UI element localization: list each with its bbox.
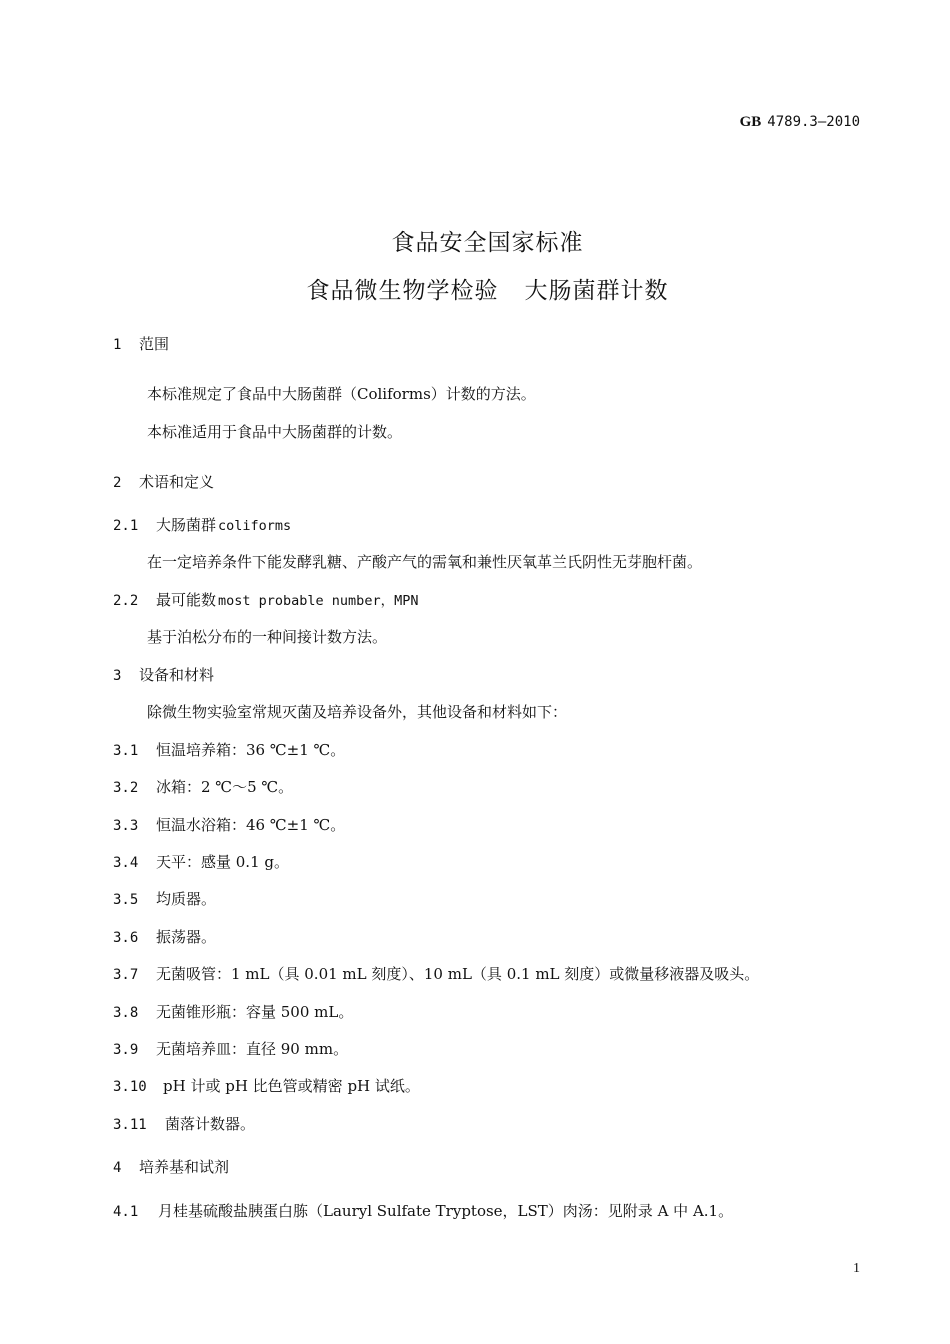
- standard-code-prefix: GB: [739, 114, 762, 130]
- paragraph: 除微生物实验室常规灭菌及培养设备外，其他设备和材料如下：: [147, 703, 568, 721]
- term-2-1: [113, 514, 291, 535]
- standard-code: [740, 114, 860, 131]
- list-item: 3.7 无菌吸管：1 mL（具 0.01 mL 刻度）、10 mL（具 0.1 mL 刻度）或微量移液器及吸头。: [113, 965, 760, 983]
- section-1-heading: [113, 333, 169, 354]
- section-2-heading: [113, 471, 214, 492]
- paragraph: 本标准适用于食品中大肠菌群的计数。: [147, 423, 403, 441]
- term-chinese: 最可能数: [156, 591, 217, 609]
- clause-number: 2.1: [113, 518, 139, 534]
- document-subtitle: [0, 272, 950, 305]
- list-item: 3.9 无菌培养皿：直径 90 mm。: [113, 1040, 349, 1058]
- term-2-2: [113, 589, 418, 610]
- section-title: 培养基和试剂: [139, 1158, 230, 1176]
- list-item: 3.6 振荡器。: [113, 928, 217, 946]
- section-number: 4: [113, 1160, 122, 1176]
- section-number: 3: [113, 668, 122, 684]
- section-title: 术语和定义: [139, 473, 215, 491]
- list-item: 3.3 恒温水浴箱：46 ℃±1 ℃。: [113, 816, 346, 834]
- list-item: 3.11 菌落计数器。: [113, 1115, 256, 1133]
- list-item: 3.4 天平：感量 0.1 g。: [113, 853, 289, 871]
- list-item: 3.2 冰箱：2 ℃～5 ℃。: [113, 778, 294, 796]
- paragraph: 本标准规定了食品中大肠菌群（Coliforms）计数的方法。: [147, 385, 536, 403]
- section-3-heading: [113, 664, 214, 685]
- subtitle-part-1: 食品微生物学检验: [306, 278, 499, 304]
- standard-code-number: 4789.3—2010: [767, 114, 860, 130]
- term-chinese: 大肠菌群: [156, 516, 217, 534]
- subtitle-part-2: 大肠菌群计数: [524, 278, 669, 304]
- term-definition: 在一定培养条件下能发酵乳糖、产酸产气的需氧和兼性厌氧革兰氏阴性无芽胞杆菌。: [147, 553, 703, 571]
- term-english: coliforms: [218, 518, 292, 534]
- section-4-heading: [113, 1156, 229, 1177]
- list-item: 3.10 pH 计或 pH 比色管或精密 pH 试纸。: [113, 1077, 420, 1095]
- list-item: 3.8 无菌锥形瓶：容量 500 mL。: [113, 1003, 354, 1021]
- section-title: 设备和材料: [139, 666, 215, 684]
- list-item: 3.1 恒温培养箱：36 ℃±1 ℃。: [113, 741, 346, 759]
- list-item: 4.1 月桂基硫酸盐胰蛋白胨（Lauryl Sulfate Tryptose，LST）肉汤：见附录 A 中 A.1。: [113, 1202, 734, 1220]
- list-item: 3.5 均质器。: [113, 890, 217, 908]
- page-number: 1: [853, 1261, 860, 1276]
- term-english: most probable number，MPN: [218, 593, 419, 609]
- section-number: 2: [113, 475, 122, 491]
- section-number: 1: [113, 337, 122, 353]
- section-title: 范围: [139, 335, 170, 353]
- document-title: 食品安全国家标准: [391, 230, 584, 256]
- clause-number: 2.2: [113, 593, 139, 609]
- term-definition: 基于泊松分布的一种间接计数方法。: [147, 628, 388, 646]
